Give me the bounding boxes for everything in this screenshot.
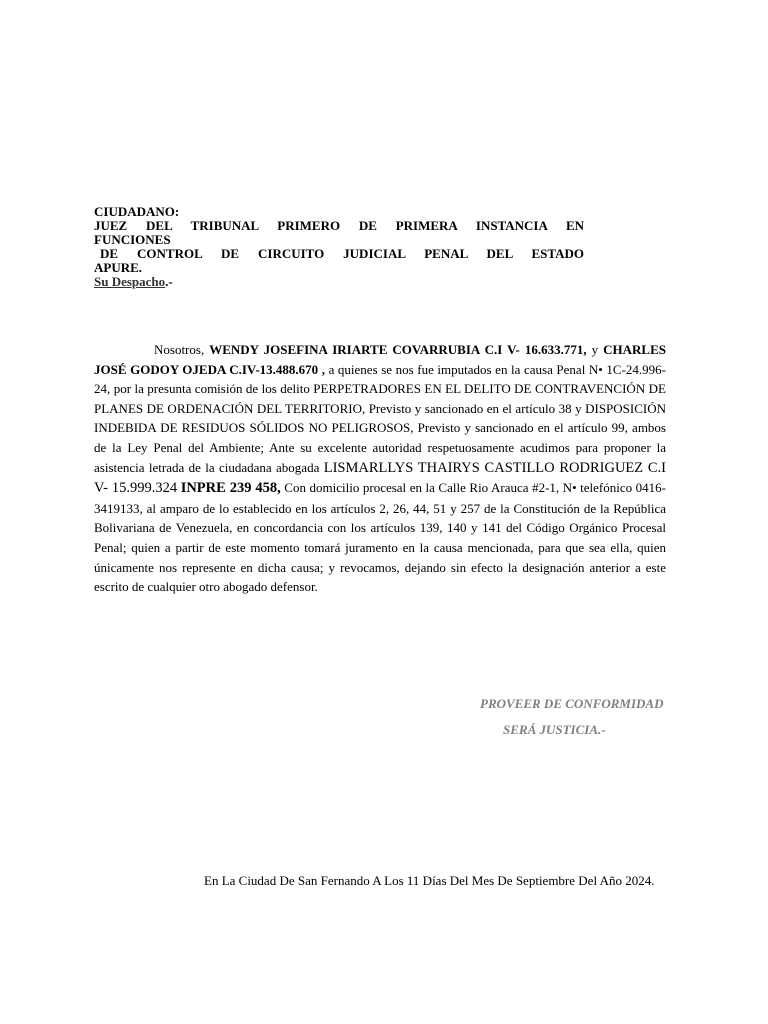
closing-block — [480, 691, 664, 743]
su-despacho-text: Su Despacho — [94, 274, 166, 289]
petitioner-2: CHARLES JOSÉ GODOY OJEDA C.IV-13.488.670 , — [94, 342, 666, 377]
body-text-5: Con domicilio procesal en la Calle Rio Arauca #2-1, N• telefónico 0416-3419133, al amparo de lo establecido en los artículos 2, 26, 44, 51 y 257 de la Constitución de la República Bolivariana de Venezuela, en concordancia con los artículos 139, 140 y 141 del Código Orgánico Procesal Penal; quien a partir de este momento tomará juramento en la causa mencionada, para que sea ella, quien únicamente nos represente en dicha causa; y revocamos, dejando sin efecto la designación anterior a este escrito de cualquier otro abogado defensor. — [94, 480, 666, 595]
lawyer-name: LISMARLLYS THAIRYS CASTILLO RODRIGUEZ C.I V- 15.999.324 — [94, 459, 666, 497]
addressee-circuit-line: DE CONTROL DE CIRCUITO JUDICIAL PENAL DEL ESTADO — [100, 246, 584, 261]
date-line: En La Ciudad De San Fernando A Los 11 Días Del Mes De Septiembre Del Año 2024. — [204, 873, 655, 888]
addressee-state: APURE. — [94, 260, 143, 275]
addressee-block — [94, 205, 584, 289]
addressee-court-line: JUEZ DEL TRIBUNAL PRIMERO DE PRIMERA INSTANCIA EN — [94, 218, 584, 233]
su-despacho-suffix: .- — [165, 274, 173, 289]
addressee-title: CIUDADANO: — [94, 204, 180, 219]
closing-line-1: PROVEER DE CONFORMIDAD — [480, 696, 664, 711]
body-text-1: Nosotros, — [154, 342, 210, 357]
body-text-3: a quienes se nos fue imputados en la causa Penal N• 1C-24.996-24, por la presunta comisión de los delito PERPETRADORES EN EL DELITO DE CONTRAVENCIÓN DE PLANES DE ORDENACIÓN DEL TERRITORIO, Previsto y sancionado en el artículo 38 y DISPOSICIÓN INDEBIDA DE RESIDUOS SÓLIDOS NO PELIGROSOS, Previsto y sancionado en el artículo 99, ambos de la Ley Penal del Ambiente; Ante su excelente autoridad respetuosamente acudimos para proponer la asistencia letrada de la ciudadana abogada — [94, 361, 666, 475]
addressee-functions: FUNCIONES — [94, 232, 171, 247]
su-despacho — [94, 275, 584, 289]
body-text-2: y — [586, 342, 604, 357]
inpre-number: INPRE 239 458, — [180, 480, 281, 497]
petitioner-1: WENDY JOSEFINA IRIARTE COVARRUBIA C.I V- 16.633.771, — [209, 342, 587, 357]
closing-line-2: SERÁ JUSTICIA.- — [503, 722, 606, 737]
document-body — [94, 340, 666, 597]
